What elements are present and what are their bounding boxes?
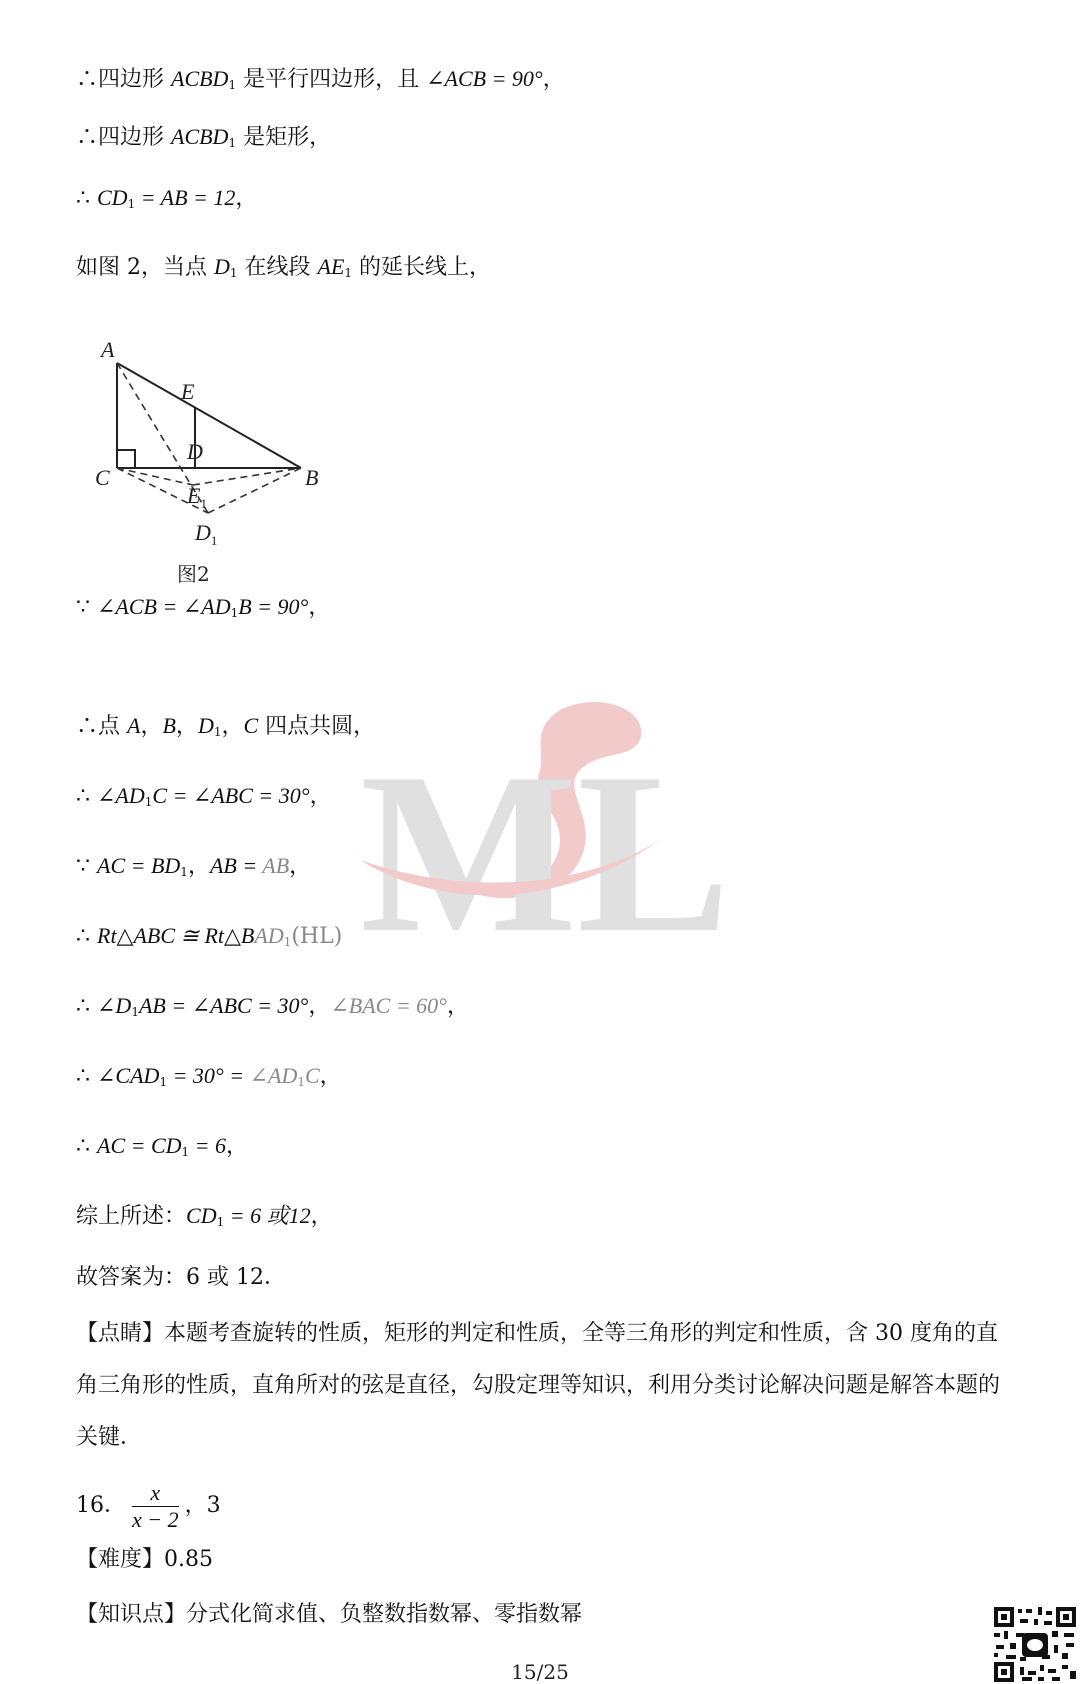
- math: AB = ∠ABC = 30°: [138, 993, 309, 1018]
- text: 在线段: [237, 255, 318, 280]
- subscript: 1: [216, 1215, 225, 1229]
- subscript: 1: [127, 197, 136, 211]
- text: ∴: [76, 994, 97, 1019]
- text: ，: [319, 1064, 342, 1089]
- subscript: 1: [144, 795, 153, 809]
- label-D: D: [187, 439, 203, 464]
- text: 的延长线上，: [352, 255, 492, 280]
- subscript: 1: [213, 725, 222, 739]
- question-16: [76, 1478, 221, 1534]
- segment-AB: [117, 363, 301, 468]
- right-angle-mark: [117, 450, 135, 468]
- text: ，: [187, 854, 210, 879]
- math: ∠D: [97, 993, 132, 1018]
- label-E1: $E_1$: [187, 483, 207, 511]
- math: CD: [97, 185, 128, 210]
- math: = 30° =: [167, 1063, 250, 1088]
- text: 故答案为：6 或 12．: [76, 1265, 286, 1290]
- math: D: [213, 254, 230, 279]
- text: ，: [542, 67, 565, 92]
- math: D: [197, 713, 214, 738]
- math: AB =: [209, 853, 263, 878]
- watermark-logo: [360, 690, 731, 980]
- text: ，: [310, 1204, 333, 1229]
- text: ，: [308, 994, 331, 1019]
- subscript: 1: [283, 935, 292, 949]
- math: ACBD: [171, 66, 229, 91]
- text: ∴: [76, 1134, 97, 1159]
- text: ∴点: [76, 714, 127, 739]
- page-number: 15/25: [511, 1660, 569, 1684]
- math: ∠CAD: [97, 1063, 160, 1088]
- fraction: [132, 1480, 179, 1533]
- label-C: C: [95, 465, 110, 490]
- label-A: A: [101, 337, 115, 362]
- line-12: [76, 1131, 248, 1167]
- line-4: [76, 252, 491, 288]
- text: 四点共圆，: [258, 714, 376, 739]
- text: ，: [226, 1134, 249, 1159]
- subscript: 1: [229, 266, 238, 280]
- line-6: [76, 711, 375, 747]
- line-2: [76, 122, 331, 158]
- math: AD: [254, 923, 284, 948]
- math: ∠ACB = 90°: [426, 66, 543, 91]
- text: ，: [309, 784, 332, 809]
- math: CD: [186, 1203, 217, 1228]
- math: = 6: [189, 1133, 227, 1158]
- text: 是平行四边形，且: [236, 67, 427, 92]
- watermark-text: ML: [360, 725, 731, 980]
- line-8: [76, 851, 311, 887]
- text: ，: [175, 714, 198, 739]
- text: ∴: [76, 784, 97, 809]
- text: ∴: [76, 924, 97, 949]
- math: A: [127, 713, 141, 738]
- question-number: 16．: [76, 1493, 126, 1518]
- subscript: 1: [159, 1075, 168, 1089]
- geometry-figure-2: [95, 335, 335, 595]
- label-B: B: [305, 465, 319, 490]
- math: AB: [262, 853, 290, 878]
- line-10: [76, 991, 469, 1027]
- math: ∠BAC = 60°: [330, 993, 447, 1018]
- numerator: x: [132, 1480, 179, 1507]
- math: AC = CD: [97, 1133, 182, 1158]
- math: C: [304, 1063, 320, 1088]
- line-3: [76, 183, 257, 219]
- math: ∠AD: [249, 1063, 298, 1088]
- label-D1: $D_1$: [195, 520, 218, 548]
- line-7: [76, 781, 332, 817]
- dianjing-paragraph: 【点睛】本题考查旋转的性质，矩形的判定和性质，全等三角形的判定和性质，含 30 度角的直角三角形的性质，直角所对的弦是直径，勾股定理等知识，利用分类讨论解决问题是解答本题的关键．: [76, 1321, 1001, 1450]
- math: ACBD: [171, 124, 229, 149]
- line-11: [76, 1061, 342, 1097]
- text: 综上所述：: [76, 1204, 187, 1229]
- subscript: 1: [297, 1075, 305, 1089]
- math: C: [243, 713, 259, 738]
- text: ∴: [76, 186, 97, 211]
- math: = AB = 12: [135, 185, 236, 210]
- text: 如图 2，当点: [76, 255, 214, 280]
- text: ，3: [184, 1493, 221, 1518]
- label-E: E: [181, 379, 195, 404]
- figure-caption: 图2: [177, 562, 210, 586]
- subscript: 1: [228, 78, 237, 92]
- text: ∴四边形: [76, 67, 171, 92]
- line-9: [76, 921, 342, 957]
- text: ，: [221, 714, 244, 739]
- text: 是矩形，: [236, 125, 332, 150]
- text: (HL): [291, 924, 343, 949]
- math: C = ∠ABC = 30°: [152, 783, 310, 808]
- math: AE: [317, 254, 345, 279]
- math: B = 90°: [238, 594, 309, 619]
- line-5: [76, 592, 330, 628]
- line-1: [76, 64, 565, 100]
- line-14: [76, 1263, 286, 1293]
- text: ，: [446, 994, 469, 1019]
- text: ∴: [76, 1064, 97, 1089]
- text: ∴四边形: [76, 125, 171, 150]
- subscript: 1: [344, 266, 353, 280]
- subscript: 1: [180, 865, 188, 879]
- math: ∠AD: [97, 783, 145, 808]
- math: = 6 或12: [224, 1203, 311, 1228]
- subscript: 1: [228, 136, 237, 150]
- subscript: 1: [131, 1005, 139, 1019]
- text: ，: [235, 186, 258, 211]
- text: ∵: [76, 854, 97, 879]
- math: AC = BD: [97, 853, 181, 878]
- math: ∠ACB = ∠AD: [97, 594, 231, 619]
- text: ，: [140, 714, 163, 739]
- text: ，: [308, 595, 331, 620]
- text: ∵: [76, 595, 97, 620]
- subscript: 1: [230, 606, 239, 620]
- math: Rt△ABC ≅ Rt△B: [97, 923, 255, 948]
- subscript: 1: [181, 1145, 190, 1159]
- knowledge-points: 【知识点】分式化简求值、负整数指数幂、零指数幂: [76, 1602, 583, 1627]
- denominator: x − 2: [132, 1506, 179, 1532]
- line-13: [76, 1201, 333, 1237]
- text: ，: [289, 854, 312, 879]
- math: B: [162, 713, 176, 738]
- difficulty: 【难度】0.85: [76, 1547, 213, 1572]
